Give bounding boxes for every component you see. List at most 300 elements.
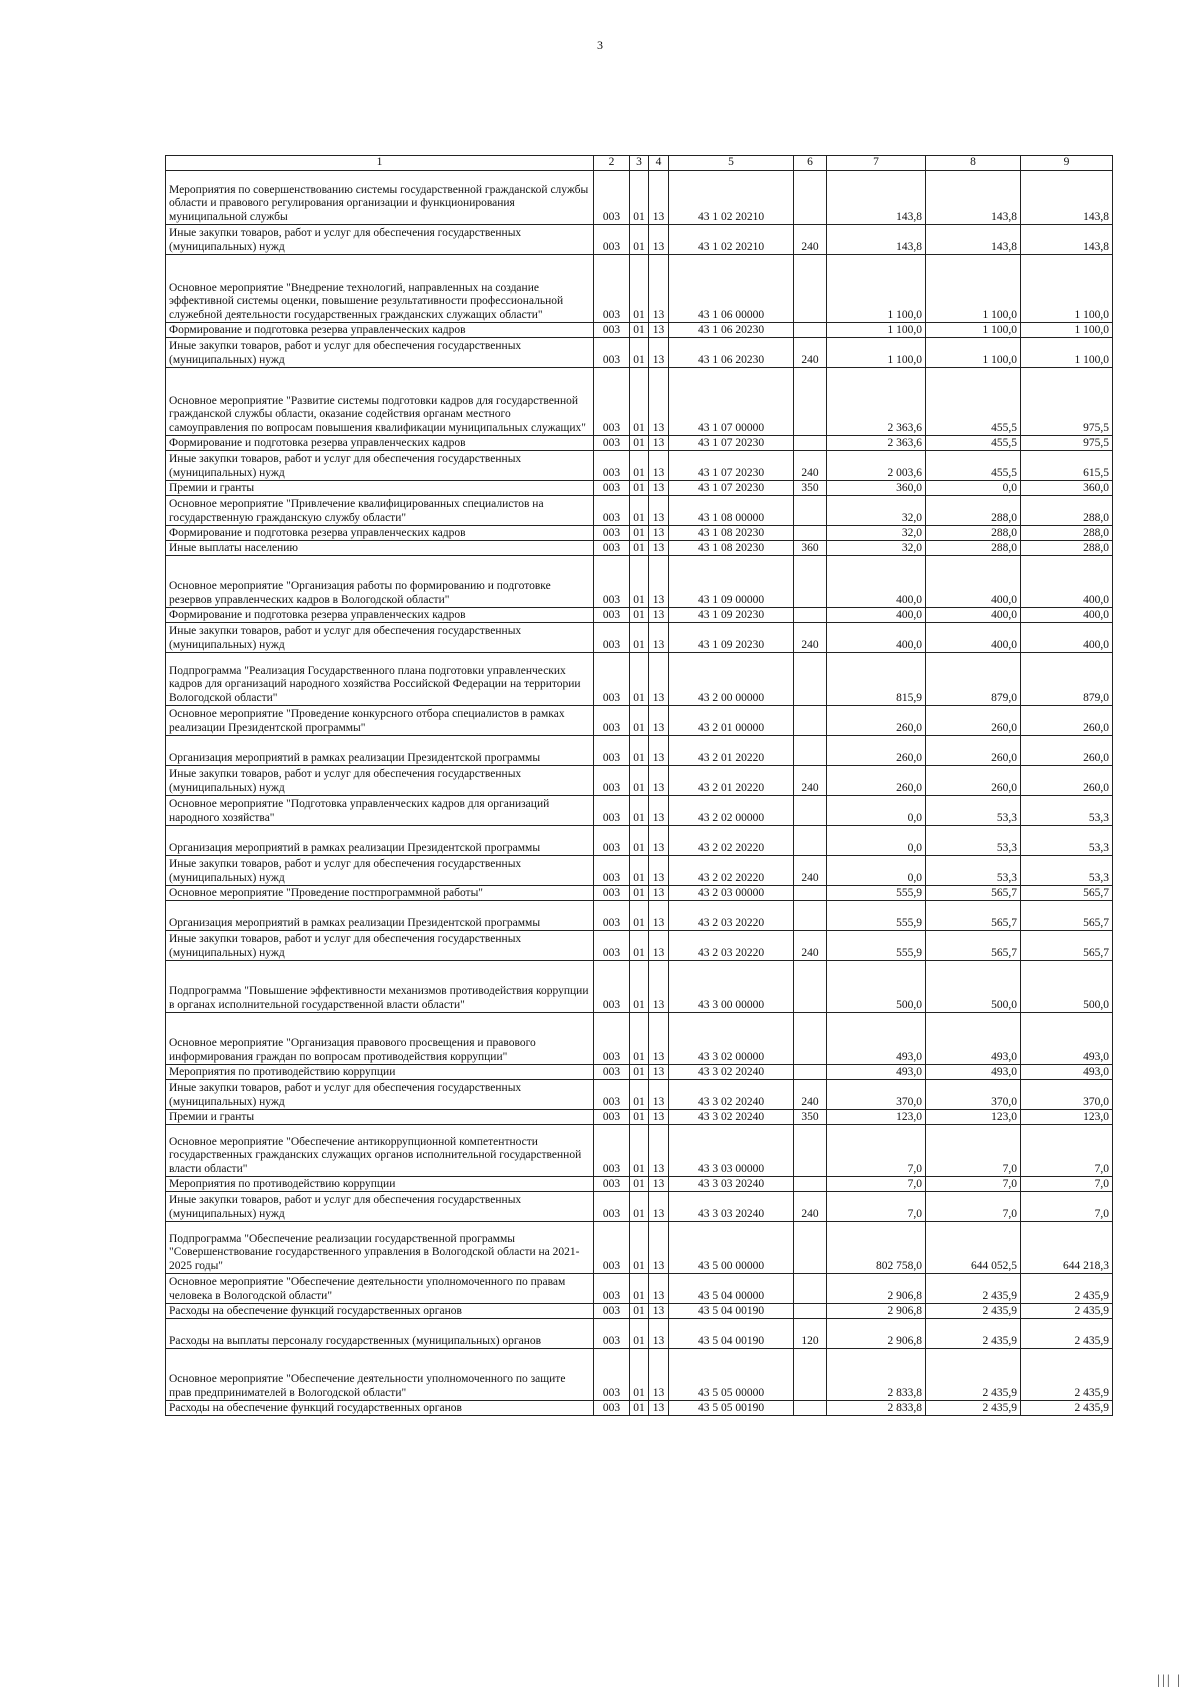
cell-ministry: 003 xyxy=(594,1401,630,1416)
cell-subsection: 13 xyxy=(649,796,669,826)
cell-expense-type xyxy=(794,1222,827,1274)
cell-subsection: 13 xyxy=(649,436,669,451)
cell-expense-type xyxy=(794,608,827,623)
cell-subsection: 13 xyxy=(649,541,669,556)
row-name: Расходы на обеспечение функций государственных органов xyxy=(166,1304,594,1319)
table-row xyxy=(166,608,1113,623)
table-row xyxy=(166,736,1113,766)
cell-amount-1: 815,9 xyxy=(827,653,926,706)
cell-target-article: 43 1 09 00000 xyxy=(669,556,794,608)
row-name: Основное мероприятие "Проведение конкурсного отбора специалистов в рамках реализации Президентской программы" xyxy=(166,706,594,736)
cell-ministry: 003 xyxy=(594,1125,630,1177)
cell-amount-1: 1 100,0 xyxy=(827,338,926,368)
cell-subsection: 13 xyxy=(649,961,669,1013)
cell-amount-1: 7,0 xyxy=(827,1192,926,1222)
cell-amount-1: 400,0 xyxy=(827,608,926,623)
cell-subsection: 13 xyxy=(649,496,669,526)
header-cell: 2 xyxy=(594,156,630,171)
cell-subsection: 13 xyxy=(649,1349,669,1401)
row-name: Расходы на обеспечение функций государственных органов xyxy=(166,1401,594,1416)
cell-subsection: 13 xyxy=(649,1177,669,1192)
row-name: Основное мероприятие "Обеспечение деятельности уполномоченного по защите прав предпринимателей в Вологодской области" xyxy=(166,1349,594,1401)
cell-subsection: 13 xyxy=(649,706,669,736)
row-name: Формирование и подготовка резерва управленческих кадров xyxy=(166,608,594,623)
cell-amount-1: 260,0 xyxy=(827,736,926,766)
cell-amount-3: 260,0 xyxy=(1021,766,1113,796)
cell-ministry: 003 xyxy=(594,1319,630,1349)
cell-section: 01 xyxy=(630,481,649,496)
row-name: Расходы на выплаты персоналу государственных (муниципальных) органов xyxy=(166,1319,594,1349)
cell-amount-3: 260,0 xyxy=(1021,706,1113,736)
cell-expense-type: 240 xyxy=(794,766,827,796)
table-row xyxy=(166,436,1113,451)
cell-amount-2: 288,0 xyxy=(926,526,1021,541)
cell-amount-2: 288,0 xyxy=(926,496,1021,526)
table-row xyxy=(166,931,1113,961)
cell-section: 01 xyxy=(630,1401,649,1416)
cell-section: 01 xyxy=(630,766,649,796)
cell-ministry: 003 xyxy=(594,961,630,1013)
cell-subsection: 13 xyxy=(649,826,669,856)
cell-section: 01 xyxy=(630,436,649,451)
cell-ministry: 003 xyxy=(594,608,630,623)
cell-section: 01 xyxy=(630,623,649,653)
cell-amount-2: 143,8 xyxy=(926,171,1021,225)
cell-amount-1: 2 003,6 xyxy=(827,451,926,481)
cell-amount-3: 7,0 xyxy=(1021,1177,1113,1192)
cell-expense-type: 240 xyxy=(794,451,827,481)
cell-amount-3: 500,0 xyxy=(1021,961,1113,1013)
cell-expense-type xyxy=(794,1013,827,1065)
row-name: Основное мероприятие "Проведение постпрограммной работы" xyxy=(166,886,594,901)
cell-section: 01 xyxy=(630,1125,649,1177)
cell-ministry: 003 xyxy=(594,1110,630,1125)
cell-section: 01 xyxy=(630,736,649,766)
cell-amount-3: 644 218,3 xyxy=(1021,1222,1113,1274)
cell-amount-1: 2 363,6 xyxy=(827,368,926,436)
cell-expense-type: 240 xyxy=(794,1080,827,1110)
cell-expense-type: 360 xyxy=(794,541,827,556)
cell-expense-type: 350 xyxy=(794,481,827,496)
cell-amount-1: 260,0 xyxy=(827,766,926,796)
cell-ministry: 003 xyxy=(594,1274,630,1304)
cell-amount-2: 260,0 xyxy=(926,706,1021,736)
cell-target-article: 43 1 02 20210 xyxy=(669,171,794,225)
cell-amount-1: 493,0 xyxy=(827,1013,926,1065)
cell-amount-1: 2 906,8 xyxy=(827,1274,926,1304)
cell-amount-1: 1 100,0 xyxy=(827,323,926,338)
header-cell: 4 xyxy=(649,156,669,171)
cell-expense-type xyxy=(794,1349,827,1401)
row-name: Иные закупки товаров, работ и услуг для обеспечения государственных (муниципальных) нужд xyxy=(166,623,594,653)
cell-amount-2: 53,3 xyxy=(926,856,1021,886)
cell-target-article: 43 1 08 00000 xyxy=(669,496,794,526)
cell-amount-1: 2 833,8 xyxy=(827,1349,926,1401)
cell-ministry: 003 xyxy=(594,338,630,368)
cell-amount-3: 1 100,0 xyxy=(1021,338,1113,368)
cell-expense-type xyxy=(794,1177,827,1192)
table-row xyxy=(166,1401,1113,1416)
cell-subsection: 13 xyxy=(649,481,669,496)
budget-table xyxy=(165,155,1113,1416)
cell-target-article: 43 3 02 20240 xyxy=(669,1110,794,1125)
table-row xyxy=(166,451,1113,481)
row-name: Организация мероприятий в рамках реализации Президентской программы xyxy=(166,826,594,856)
cell-expense-type xyxy=(794,736,827,766)
cell-target-article: 43 5 05 00000 xyxy=(669,1349,794,1401)
cell-expense-type xyxy=(794,1274,827,1304)
cell-target-article: 43 2 02 20220 xyxy=(669,856,794,886)
cell-amount-2: 400,0 xyxy=(926,556,1021,608)
cell-ministry: 003 xyxy=(594,1349,630,1401)
cell-expense-type xyxy=(794,255,827,323)
cell-amount-1: 2 906,8 xyxy=(827,1304,926,1319)
cell-ministry: 003 xyxy=(594,451,630,481)
table-row xyxy=(166,1222,1113,1274)
cell-ministry: 003 xyxy=(594,496,630,526)
cell-amount-2: 1 100,0 xyxy=(926,255,1021,323)
cell-amount-3: 565,7 xyxy=(1021,886,1113,901)
cell-expense-type xyxy=(794,1401,827,1416)
cell-subsection: 13 xyxy=(649,1013,669,1065)
cell-amount-2: 53,3 xyxy=(926,796,1021,826)
cell-amount-3: 2 435,9 xyxy=(1021,1401,1113,1416)
cell-ministry: 003 xyxy=(594,1304,630,1319)
row-name: Мероприятия по совершенствованию системы государственной гражданской службы области и правового регулирования организации и функционирования муниципальной службы xyxy=(166,171,594,225)
cell-target-article: 43 1 02 20210 xyxy=(669,225,794,255)
cell-section: 01 xyxy=(630,1304,649,1319)
row-name: Подпрограмма "Реализация Государственного плана подготовки управленческих кадров для организаций народного хозяйства Российской Федерации на территории Вологодской области" xyxy=(166,653,594,706)
cell-amount-2: 455,5 xyxy=(926,368,1021,436)
cell-section: 01 xyxy=(630,1349,649,1401)
cell-section: 01 xyxy=(630,826,649,856)
cell-section: 01 xyxy=(630,1065,649,1080)
cell-amount-2: 2 435,9 xyxy=(926,1349,1021,1401)
cell-section: 01 xyxy=(630,1110,649,1125)
cell-subsection: 13 xyxy=(649,1401,669,1416)
table-row xyxy=(166,1125,1113,1177)
cell-expense-type xyxy=(794,436,827,451)
cell-amount-2: 370,0 xyxy=(926,1080,1021,1110)
cell-target-article: 43 5 00 00000 xyxy=(669,1222,794,1274)
cell-amount-1: 0,0 xyxy=(827,826,926,856)
cell-amount-3: 400,0 xyxy=(1021,623,1113,653)
cell-amount-2: 2 435,9 xyxy=(926,1319,1021,1349)
cell-section: 01 xyxy=(630,255,649,323)
cell-target-article: 43 2 01 20220 xyxy=(669,766,794,796)
cell-subsection: 13 xyxy=(649,451,669,481)
cell-amount-3: 53,3 xyxy=(1021,826,1113,856)
table-row xyxy=(166,1080,1113,1110)
cell-amount-1: 32,0 xyxy=(827,541,926,556)
cell-expense-type: 240 xyxy=(794,338,827,368)
cell-expense-type: 240 xyxy=(794,623,827,653)
cell-section: 01 xyxy=(630,541,649,556)
cell-section: 01 xyxy=(630,886,649,901)
cell-subsection: 13 xyxy=(649,1125,669,1177)
cell-section: 01 xyxy=(630,796,649,826)
header-cell: 9 xyxy=(1021,156,1113,171)
row-name: Основное мероприятие "Обеспечение антикоррупционной компетентности государственных гражданских служащих органов исполнительной государственной власти области" xyxy=(166,1125,594,1177)
row-name: Премии и гранты xyxy=(166,1110,594,1125)
cell-target-article: 43 2 01 00000 xyxy=(669,706,794,736)
cell-subsection: 13 xyxy=(649,338,669,368)
table-row xyxy=(166,338,1113,368)
corner-marks: ||| | xyxy=(1157,1673,1182,1688)
cell-target-article: 43 1 09 20230 xyxy=(669,623,794,653)
cell-target-article: 43 1 07 00000 xyxy=(669,368,794,436)
cell-amount-3: 2 435,9 xyxy=(1021,1304,1113,1319)
table-row xyxy=(166,886,1113,901)
table-row xyxy=(166,623,1113,653)
cell-amount-1: 400,0 xyxy=(827,623,926,653)
cell-amount-1: 7,0 xyxy=(827,1125,926,1177)
row-name: Иные закупки товаров, работ и услуг для обеспечения государственных (муниципальных) нужд xyxy=(166,451,594,481)
cell-expense-type: 120 xyxy=(794,1319,827,1349)
row-name: Иные закупки товаров, работ и услуг для обеспечения государственных (муниципальных) нужд xyxy=(166,1080,594,1110)
cell-amount-3: 879,0 xyxy=(1021,653,1113,706)
cell-amount-2: 7,0 xyxy=(926,1177,1021,1192)
cell-amount-2: 143,8 xyxy=(926,225,1021,255)
cell-expense-type xyxy=(794,496,827,526)
cell-ministry: 003 xyxy=(594,323,630,338)
cell-subsection: 13 xyxy=(649,766,669,796)
cell-section: 01 xyxy=(630,338,649,368)
cell-target-article: 43 2 03 20220 xyxy=(669,931,794,961)
cell-target-article: 43 3 03 00000 xyxy=(669,1125,794,1177)
cell-amount-3: 1 100,0 xyxy=(1021,323,1113,338)
cell-section: 01 xyxy=(630,653,649,706)
page-number: 3 xyxy=(597,38,603,52)
cell-amount-2: 2 435,9 xyxy=(926,1274,1021,1304)
cell-amount-2: 493,0 xyxy=(926,1013,1021,1065)
table-row xyxy=(166,1065,1113,1080)
table-row xyxy=(166,1304,1113,1319)
cell-ministry: 003 xyxy=(594,1192,630,1222)
cell-amount-1: 360,0 xyxy=(827,481,926,496)
cell-subsection: 13 xyxy=(649,901,669,931)
cell-target-article: 43 2 03 00000 xyxy=(669,886,794,901)
cell-amount-3: 615,5 xyxy=(1021,451,1113,481)
header-cell: 8 xyxy=(926,156,1021,171)
cell-amount-1: 370,0 xyxy=(827,1080,926,1110)
row-name: Подпрограмма "Повышение эффективности механизмов противодействия коррупции в органах исполнительной государственной власти области" xyxy=(166,961,594,1013)
cell-amount-2: 53,3 xyxy=(926,826,1021,856)
cell-target-article: 43 1 08 20230 xyxy=(669,526,794,541)
table-row xyxy=(166,1177,1113,1192)
table-row xyxy=(166,961,1113,1013)
cell-subsection: 13 xyxy=(649,1110,669,1125)
cell-amount-2: 879,0 xyxy=(926,653,1021,706)
cell-section: 01 xyxy=(630,368,649,436)
cell-target-article: 43 5 05 00190 xyxy=(669,1401,794,1416)
cell-subsection: 13 xyxy=(649,1192,669,1222)
row-name: Иные закупки товаров, работ и услуг для обеспечения государственных (муниципальных) нужд xyxy=(166,1192,594,1222)
table-row xyxy=(166,1274,1113,1304)
cell-ministry: 003 xyxy=(594,541,630,556)
cell-amount-2: 2 435,9 xyxy=(926,1401,1021,1416)
cell-expense-type xyxy=(794,796,827,826)
cell-amount-2: 500,0 xyxy=(926,961,1021,1013)
cell-subsection: 13 xyxy=(649,526,669,541)
cell-amount-3: 370,0 xyxy=(1021,1080,1113,1110)
cell-section: 01 xyxy=(630,1013,649,1065)
cell-ministry: 003 xyxy=(594,481,630,496)
table-row xyxy=(166,556,1113,608)
cell-subsection: 13 xyxy=(649,623,669,653)
cell-amount-1: 400,0 xyxy=(827,556,926,608)
cell-amount-3: 975,5 xyxy=(1021,436,1113,451)
cell-expense-type: 350 xyxy=(794,1110,827,1125)
cell-amount-2: 7,0 xyxy=(926,1192,1021,1222)
cell-amount-3: 123,0 xyxy=(1021,1110,1113,1125)
row-name: Иные закупки товаров, работ и услуг для обеспечения государственных (муниципальных) нужд xyxy=(166,225,594,255)
cell-amount-2: 644 052,5 xyxy=(926,1222,1021,1274)
cell-subsection: 13 xyxy=(649,931,669,961)
cell-amount-1: 32,0 xyxy=(827,496,926,526)
cell-target-article: 43 1 06 00000 xyxy=(669,255,794,323)
table-row xyxy=(166,1013,1113,1065)
cell-target-article: 43 5 04 00190 xyxy=(669,1304,794,1319)
cell-amount-2: 400,0 xyxy=(926,623,1021,653)
table-row xyxy=(166,1192,1113,1222)
cell-amount-3: 143,8 xyxy=(1021,225,1113,255)
cell-subsection: 13 xyxy=(649,1080,669,1110)
row-name: Организация мероприятий в рамках реализации Президентской программы xyxy=(166,901,594,931)
cell-target-article: 43 1 06 20230 xyxy=(669,338,794,368)
cell-target-article: 43 1 08 20230 xyxy=(669,541,794,556)
cell-amount-3: 400,0 xyxy=(1021,556,1113,608)
cell-amount-2: 0,0 xyxy=(926,481,1021,496)
row-name: Подпрограмма "Обеспечение реализации государственной программы "Совершенствование государственного управления в Вологодской области на 2021-2025 годы" xyxy=(166,1222,594,1274)
header-cell: 3 xyxy=(630,156,649,171)
cell-section: 01 xyxy=(630,451,649,481)
cell-expense-type xyxy=(794,368,827,436)
cell-target-article: 43 2 02 20220 xyxy=(669,826,794,856)
cell-subsection: 13 xyxy=(649,886,669,901)
cell-amount-3: 565,7 xyxy=(1021,931,1113,961)
cell-expense-type: 240 xyxy=(794,931,827,961)
cell-amount-1: 143,8 xyxy=(827,225,926,255)
cell-target-article: 43 1 07 20230 xyxy=(669,436,794,451)
cell-expense-type xyxy=(794,1125,827,1177)
cell-ministry: 003 xyxy=(594,1080,630,1110)
cell-subsection: 13 xyxy=(649,1304,669,1319)
table-row xyxy=(166,526,1113,541)
cell-expense-type xyxy=(794,901,827,931)
row-name: Основное мероприятие "Привлечение квалифицированных специалистов на государственную гражданскую службу области" xyxy=(166,496,594,526)
cell-expense-type xyxy=(794,706,827,736)
cell-amount-1: 2 906,8 xyxy=(827,1319,926,1349)
cell-target-article: 43 3 03 20240 xyxy=(669,1177,794,1192)
header-cell: 7 xyxy=(827,156,926,171)
cell-amount-3: 360,0 xyxy=(1021,481,1113,496)
cell-amount-3: 53,3 xyxy=(1021,796,1113,826)
cell-expense-type xyxy=(794,1304,827,1319)
header-cell: 1 xyxy=(166,156,594,171)
cell-expense-type: 240 xyxy=(794,225,827,255)
cell-section: 01 xyxy=(630,496,649,526)
cell-amount-1: 123,0 xyxy=(827,1110,926,1125)
cell-target-article: 43 2 03 20220 xyxy=(669,901,794,931)
cell-ministry: 003 xyxy=(594,1013,630,1065)
table-row xyxy=(166,826,1113,856)
cell-amount-2: 455,5 xyxy=(926,436,1021,451)
table-row xyxy=(166,323,1113,338)
table-row xyxy=(166,766,1113,796)
cell-ministry: 003 xyxy=(594,706,630,736)
cell-amount-3: 2 435,9 xyxy=(1021,1274,1113,1304)
cell-amount-1: 500,0 xyxy=(827,961,926,1013)
cell-amount-3: 7,0 xyxy=(1021,1125,1113,1177)
table-row xyxy=(166,1349,1113,1401)
cell-amount-2: 565,7 xyxy=(926,901,1021,931)
row-name: Иные закупки товаров, работ и услуг для обеспечения государственных (муниципальных) нужд xyxy=(166,338,594,368)
cell-amount-1: 260,0 xyxy=(827,706,926,736)
cell-section: 01 xyxy=(630,225,649,255)
cell-amount-3: 143,8 xyxy=(1021,171,1113,225)
cell-target-article: 43 2 00 00000 xyxy=(669,653,794,706)
cell-amount-3: 2 435,9 xyxy=(1021,1349,1113,1401)
table-row xyxy=(166,856,1113,886)
table-row xyxy=(166,225,1113,255)
table-row xyxy=(166,481,1113,496)
cell-subsection: 13 xyxy=(649,368,669,436)
cell-amount-1: 32,0 xyxy=(827,526,926,541)
cell-amount-3: 288,0 xyxy=(1021,496,1113,526)
cell-expense-type xyxy=(794,653,827,706)
cell-ministry: 003 xyxy=(594,901,630,931)
cell-amount-1: 555,9 xyxy=(827,931,926,961)
cell-ministry: 003 xyxy=(594,623,630,653)
cell-expense-type xyxy=(794,826,827,856)
cell-amount-3: 260,0 xyxy=(1021,736,1113,766)
cell-target-article: 43 3 02 00000 xyxy=(669,1013,794,1065)
header-row xyxy=(166,156,1113,171)
cell-subsection: 13 xyxy=(649,1274,669,1304)
cell-ministry: 003 xyxy=(594,171,630,225)
cell-section: 01 xyxy=(630,526,649,541)
cell-target-article: 43 3 02 20240 xyxy=(669,1065,794,1080)
cell-section: 01 xyxy=(630,171,649,225)
cell-amount-3: 53,3 xyxy=(1021,856,1113,886)
row-name: Мероприятия по противодействию коррупции xyxy=(166,1065,594,1080)
row-name: Основное мероприятие "Развитие системы подготовки кадров для государственной гражданской службы области, оказание содействия органам местного самоуправления по вопросам повышения квалификации муниципальных служащих" xyxy=(166,368,594,436)
row-name: Основное мероприятие "Организация работы по формированию и подготовке резервов управленческих кадров в Вологодской области" xyxy=(166,556,594,608)
cell-ministry: 003 xyxy=(594,1177,630,1192)
cell-amount-2: 1 100,0 xyxy=(926,323,1021,338)
cell-amount-2: 1 100,0 xyxy=(926,338,1021,368)
cell-section: 01 xyxy=(630,323,649,338)
cell-target-article: 43 2 02 00000 xyxy=(669,796,794,826)
table-body xyxy=(166,171,1113,1416)
cell-ministry: 003 xyxy=(594,225,630,255)
row-name: Основное мероприятие "Подготовка управленческих кадров для организаций народного хозяйства" xyxy=(166,796,594,826)
cell-section: 01 xyxy=(630,1319,649,1349)
cell-amount-3: 565,7 xyxy=(1021,901,1113,931)
row-name: Иные закупки товаров, работ и услуг для обеспечения государственных (муниципальных) нужд xyxy=(166,766,594,796)
cell-expense-type xyxy=(794,961,827,1013)
cell-subsection: 13 xyxy=(649,653,669,706)
cell-amount-1: 143,8 xyxy=(827,171,926,225)
table-row xyxy=(166,368,1113,436)
cell-amount-2: 288,0 xyxy=(926,541,1021,556)
row-name: Основное мероприятие "Организация правового просвещения и правового информирования граждан по вопросам противодействия коррупции" xyxy=(166,1013,594,1065)
cell-amount-3: 288,0 xyxy=(1021,526,1113,541)
cell-amount-3: 7,0 xyxy=(1021,1192,1113,1222)
table-row xyxy=(166,255,1113,323)
cell-amount-3: 975,5 xyxy=(1021,368,1113,436)
